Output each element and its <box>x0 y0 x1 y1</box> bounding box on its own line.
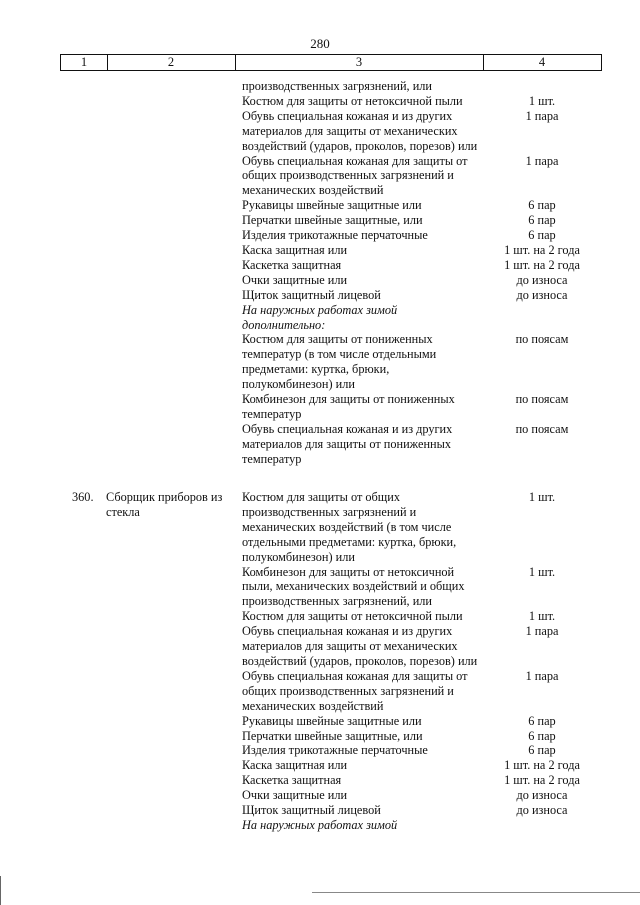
table-row <box>0 332 640 392</box>
table-row <box>0 392 640 422</box>
ppe-item: Каскетка защитная <box>242 257 342 272</box>
table-row <box>0 109 640 154</box>
ppe-item: Комбинезон для защиты от нетоксичной пыли, механических воздействий и общих производственных загрязнений, или <box>242 564 465 609</box>
table-row <box>0 228 640 243</box>
table-row <box>0 258 640 273</box>
ppe-item: Каска защитная или <box>242 242 348 257</box>
ppe-quantity: 1 шт. <box>528 93 556 108</box>
ppe-quantity: 1 шт. <box>528 609 556 624</box>
page-bottom-rule <box>312 892 640 893</box>
table-row <box>0 803 640 818</box>
ppe-item: Костюм для защиты от нетоксичной пыли <box>242 609 463 624</box>
ppe-quantity: 6 пар <box>528 198 556 213</box>
table-row <box>0 288 640 303</box>
ppe-quantity: 6 пар <box>528 713 556 728</box>
ppe-item: Очки защитные или <box>242 272 348 287</box>
ppe-quantity: по поясам <box>515 332 569 347</box>
ppe-quantity: 1 шт. на 2 года <box>504 242 580 257</box>
ppe-item: Щиток защитный лицевой <box>242 287 381 302</box>
ppe-item: Костюм для защиты от нетоксичной пыли <box>242 93 463 108</box>
table-row <box>0 788 640 803</box>
row-number: 360. <box>72 490 94 504</box>
table-row <box>0 79 640 94</box>
header-col-2: 2 <box>167 55 175 69</box>
table-row <box>0 714 640 729</box>
table-row <box>0 198 640 213</box>
header-col-4: 4 <box>538 55 546 69</box>
table-section-360 <box>0 490 640 833</box>
table-row <box>0 303 640 333</box>
ppe-quantity: по поясам <box>515 421 569 436</box>
ppe-quantity: 1 шт. на 2 года <box>504 773 580 788</box>
ppe-item: Обувь специальная кожаная и из других материалов для защиты от пониженных температур <box>242 421 453 466</box>
ppe-item: Обувь специальная кожаная для защиты от общих производственных загрязнений и механических воздействий <box>242 153 468 198</box>
ppe-quantity: 1 шт. <box>528 490 556 504</box>
header-col-3: 3 <box>355 55 363 69</box>
header-col-1: 1 <box>80 55 88 69</box>
ppe-item: Обувь специальная кожаная и из других материалов для защиты от механических воздействий (ударов, проколов, порезов) или <box>242 624 478 668</box>
table-row <box>0 669 640 714</box>
table-row <box>0 729 640 744</box>
ppe-quantity: 6 пар <box>528 743 556 758</box>
ppe-item: Рукавицы швейные защитные или <box>242 713 422 728</box>
table-row <box>0 624 640 669</box>
page-edge-line <box>0 876 4 905</box>
table-row <box>0 609 640 624</box>
ppe-item: Рукавицы швейные защитные или <box>242 198 422 213</box>
ppe-quantity: 1 шт. на 2 года <box>504 257 580 272</box>
ppe-item: Изделия трикотажные перчаточные <box>242 743 428 758</box>
page-number: 280 <box>310 36 330 51</box>
ppe-item: Перчатки швейные защитные, или <box>242 213 423 228</box>
table-row <box>0 154 640 199</box>
ppe-quantity: 1 пара <box>525 153 559 168</box>
ppe-quantity: до износа <box>516 788 568 803</box>
ppe-item: Обувь специальная кожаная и из других материалов для защиты от механических воздействий (ударов, проколов, порезов) или <box>242 108 478 153</box>
ppe-item: Комбинезон для защиты от пониженных температур <box>242 392 455 421</box>
ppe-item: Изделия трикотажные перчаточные <box>242 228 428 243</box>
table-row <box>0 490 640 565</box>
table-row <box>0 773 640 788</box>
ppe-quantity: 1 шт. <box>528 564 556 579</box>
ppe-item: Перчатки швейные защитные, или <box>242 728 423 743</box>
ppe-quantity: по поясам <box>515 392 569 407</box>
ppe-quantity: 6 пар <box>528 228 556 243</box>
table-row <box>0 213 640 228</box>
table-section-continued <box>0 79 640 467</box>
ppe-quantity: 1 шт. на 2 года <box>504 758 580 773</box>
ppe-quantity: до износа <box>516 272 568 287</box>
table-row <box>0 243 640 258</box>
table-row <box>0 273 640 288</box>
ppe-item: Щиток защитный лицевой <box>242 803 381 818</box>
table-row <box>0 422 640 467</box>
ppe-quantity: 1 пара <box>525 108 559 123</box>
table-header <box>60 54 602 71</box>
ppe-item: производственных загрязнений, или <box>242 79 433 93</box>
ppe-quantity: 6 пар <box>528 728 556 743</box>
table-row <box>0 818 640 833</box>
ppe-quantity: до износа <box>516 803 568 818</box>
ppe-item: Каска защитная или <box>242 758 348 773</box>
table-row <box>0 94 640 109</box>
table-row <box>0 758 640 773</box>
ppe-item: Костюм для защиты от пониженных температур (в том числе отдельными предметами: куртка, брюки, полукомбинезон) или <box>242 332 437 392</box>
table-row <box>0 743 640 758</box>
ppe-quantity: 1 пара <box>525 624 559 639</box>
ppe-item: Костюм для защиты от общих производственных загрязнений и механических воздействий (в том числе отдельными предметами: куртка, брюки, полукомбинезон) или <box>242 490 457 564</box>
ppe-item: На наружных работах зимой <box>242 817 398 832</box>
ppe-item: На наружных работах зимой дополнительно: <box>242 302 398 332</box>
ppe-item: Очки защитные или <box>242 788 348 803</box>
table-row <box>0 565 640 610</box>
ppe-item: Обувь специальная кожаная для защиты от общих производственных загрязнений и механических воздействий <box>242 668 468 713</box>
ppe-item: Каскетка защитная <box>242 773 342 788</box>
ppe-quantity: 6 пар <box>528 213 556 228</box>
ppe-quantity: 1 пара <box>525 668 559 683</box>
profession-name: Сборщик приборов из стекла <box>106 490 223 519</box>
ppe-quantity: до износа <box>516 287 568 302</box>
